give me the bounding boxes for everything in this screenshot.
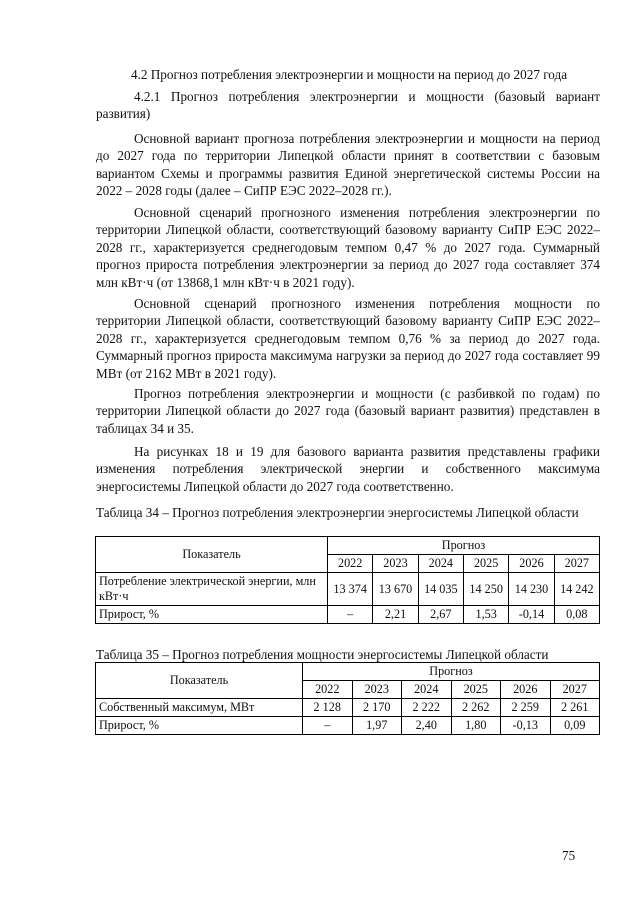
page-number: 75 bbox=[562, 848, 576, 863]
table35-cell: -0,13 bbox=[501, 717, 551, 735]
table34-year: 2025 bbox=[463, 555, 508, 573]
table34-cell: 0,08 bbox=[554, 606, 599, 624]
table35-header-indicator: Показатель bbox=[96, 663, 303, 699]
table35 bbox=[95, 662, 600, 735]
table35-cell: – bbox=[303, 717, 353, 735]
table35-cell: 2 259 bbox=[501, 699, 551, 717]
table35-year: 2027 bbox=[550, 681, 600, 699]
table34-year: 2026 bbox=[509, 555, 554, 573]
table35-cell: 2 262 bbox=[451, 699, 501, 717]
table34-header-forecast: Прогноз bbox=[328, 537, 600, 555]
table35-cell: 1,97 bbox=[352, 717, 402, 735]
table34-cell: – bbox=[328, 606, 373, 624]
table34-row-label: Прирост, % bbox=[96, 606, 328, 624]
table35-cell: 2 170 bbox=[352, 699, 402, 717]
table34-cell: 2,67 bbox=[418, 606, 463, 624]
table35-row-label: Прирост, % bbox=[96, 717, 303, 735]
table34-cell: 14 242 bbox=[554, 573, 599, 606]
paragraph-2: Основной сценарий прогнозного изменения потребления электроэнергии по территории Липецкой области, соответствующий базовому варианту СиПР ЕЭС 2022–2028 гг., характеризуется среднегодовым темпом 0,47 % до 2027 года. Суммарный прогноз прироста потребления электроэнергии за период до 2027 года составляет 374 млн кВт·ч (от 13868,1 млн кВт·ч в 2021 году). bbox=[96, 205, 600, 290]
table34-year: 2022 bbox=[328, 555, 373, 573]
table34-cell: 14 250 bbox=[463, 573, 508, 606]
paragraph-3: Основной сценарий прогнозного изменения потребления мощности по территории Липецкой области, соответствующий базовому варианту СиПР ЕЭС 2022–2028 гг., характеризуется среднегодовым темпом 0,76 % за период до 2027 года. Суммарный прогноз прироста максимума нагрузки за период до 2027 года составляет 99 МВт (от 2162 МВт в 2021 году). bbox=[96, 296, 600, 381]
table34 bbox=[95, 536, 600, 624]
table35-row-label: Собственный максимум, МВт bbox=[96, 699, 303, 717]
table35-cell: 2 261 bbox=[550, 699, 600, 717]
table34-cell: 1,53 bbox=[463, 606, 508, 624]
table-row bbox=[96, 717, 600, 735]
section-subheading: 4.2.1 Прогноз потребления электроэнергии и мощности (базовый вариант развития) bbox=[96, 89, 600, 122]
table35-cell: 0,09 bbox=[550, 717, 600, 735]
table34-year: 2023 bbox=[373, 555, 418, 573]
table34-cell: 14 230 bbox=[509, 573, 554, 606]
table34-cell: 13 670 bbox=[373, 573, 418, 606]
table35-year: 2023 bbox=[352, 681, 402, 699]
table35-year: 2024 bbox=[402, 681, 452, 699]
table35-year: 2025 bbox=[451, 681, 501, 699]
paragraph-5: На рисунках 18 и 19 для базового варианта развития представлены графики изменения потребления электрической энергии и собственного максимума энергосистемы Липецкой области до 2027 года соответственно. bbox=[96, 444, 600, 494]
table35-caption: Таблица 35 – Прогноз потребления мощности энергосистемы Липецкой области bbox=[96, 647, 549, 662]
table34-row-label: Потребление электрической энергии, млн кВт·ч bbox=[96, 573, 328, 606]
table35-cell: 1,80 bbox=[451, 717, 501, 735]
table-row bbox=[96, 573, 600, 606]
table-row bbox=[96, 699, 600, 717]
table34-header-indicator: Показатель bbox=[96, 537, 328, 573]
table34-year: 2027 bbox=[554, 555, 599, 573]
paragraph-1: Основной вариант прогноза потребления электроэнергии и мощности на период до 2027 года по территории Липецкой области принят в соответствии с базовым вариантом Схемы и программы развития Единой энергетической системы России на 2022 – 2028 годы (далее – СиПР ЕЭС 2022–2028 гг.). bbox=[96, 131, 600, 199]
table35-header-forecast: Прогноз bbox=[303, 663, 600, 681]
paragraph-4: Прогноз потребления электроэнергии и мощности (с разбивкой по годам) по территории Липецкой области до 2027 года (базовый вариант развития) представлен в таблицах 34 и 35. bbox=[96, 386, 600, 436]
table35-year: 2022 bbox=[303, 681, 353, 699]
table35-year: 2026 bbox=[501, 681, 551, 699]
table34-cell: 14 035 bbox=[418, 573, 463, 606]
table-row bbox=[96, 606, 600, 624]
table34-cell: 13 374 bbox=[328, 573, 373, 606]
table34-caption: Таблица 34 – Прогноз потребления электроэнергии энергосистемы Липецкой области bbox=[96, 505, 579, 520]
table34-year: 2024 bbox=[418, 555, 463, 573]
section-heading: 4.2 Прогноз потребления электроэнергии и мощности на период до 2027 года bbox=[131, 67, 568, 82]
table35-cell: 2 128 bbox=[303, 699, 353, 717]
table35-cell: 2,40 bbox=[402, 717, 452, 735]
table34-cell: -0,14 bbox=[509, 606, 554, 624]
table35-cell: 2 222 bbox=[402, 699, 452, 717]
table34-cell: 2,21 bbox=[373, 606, 418, 624]
